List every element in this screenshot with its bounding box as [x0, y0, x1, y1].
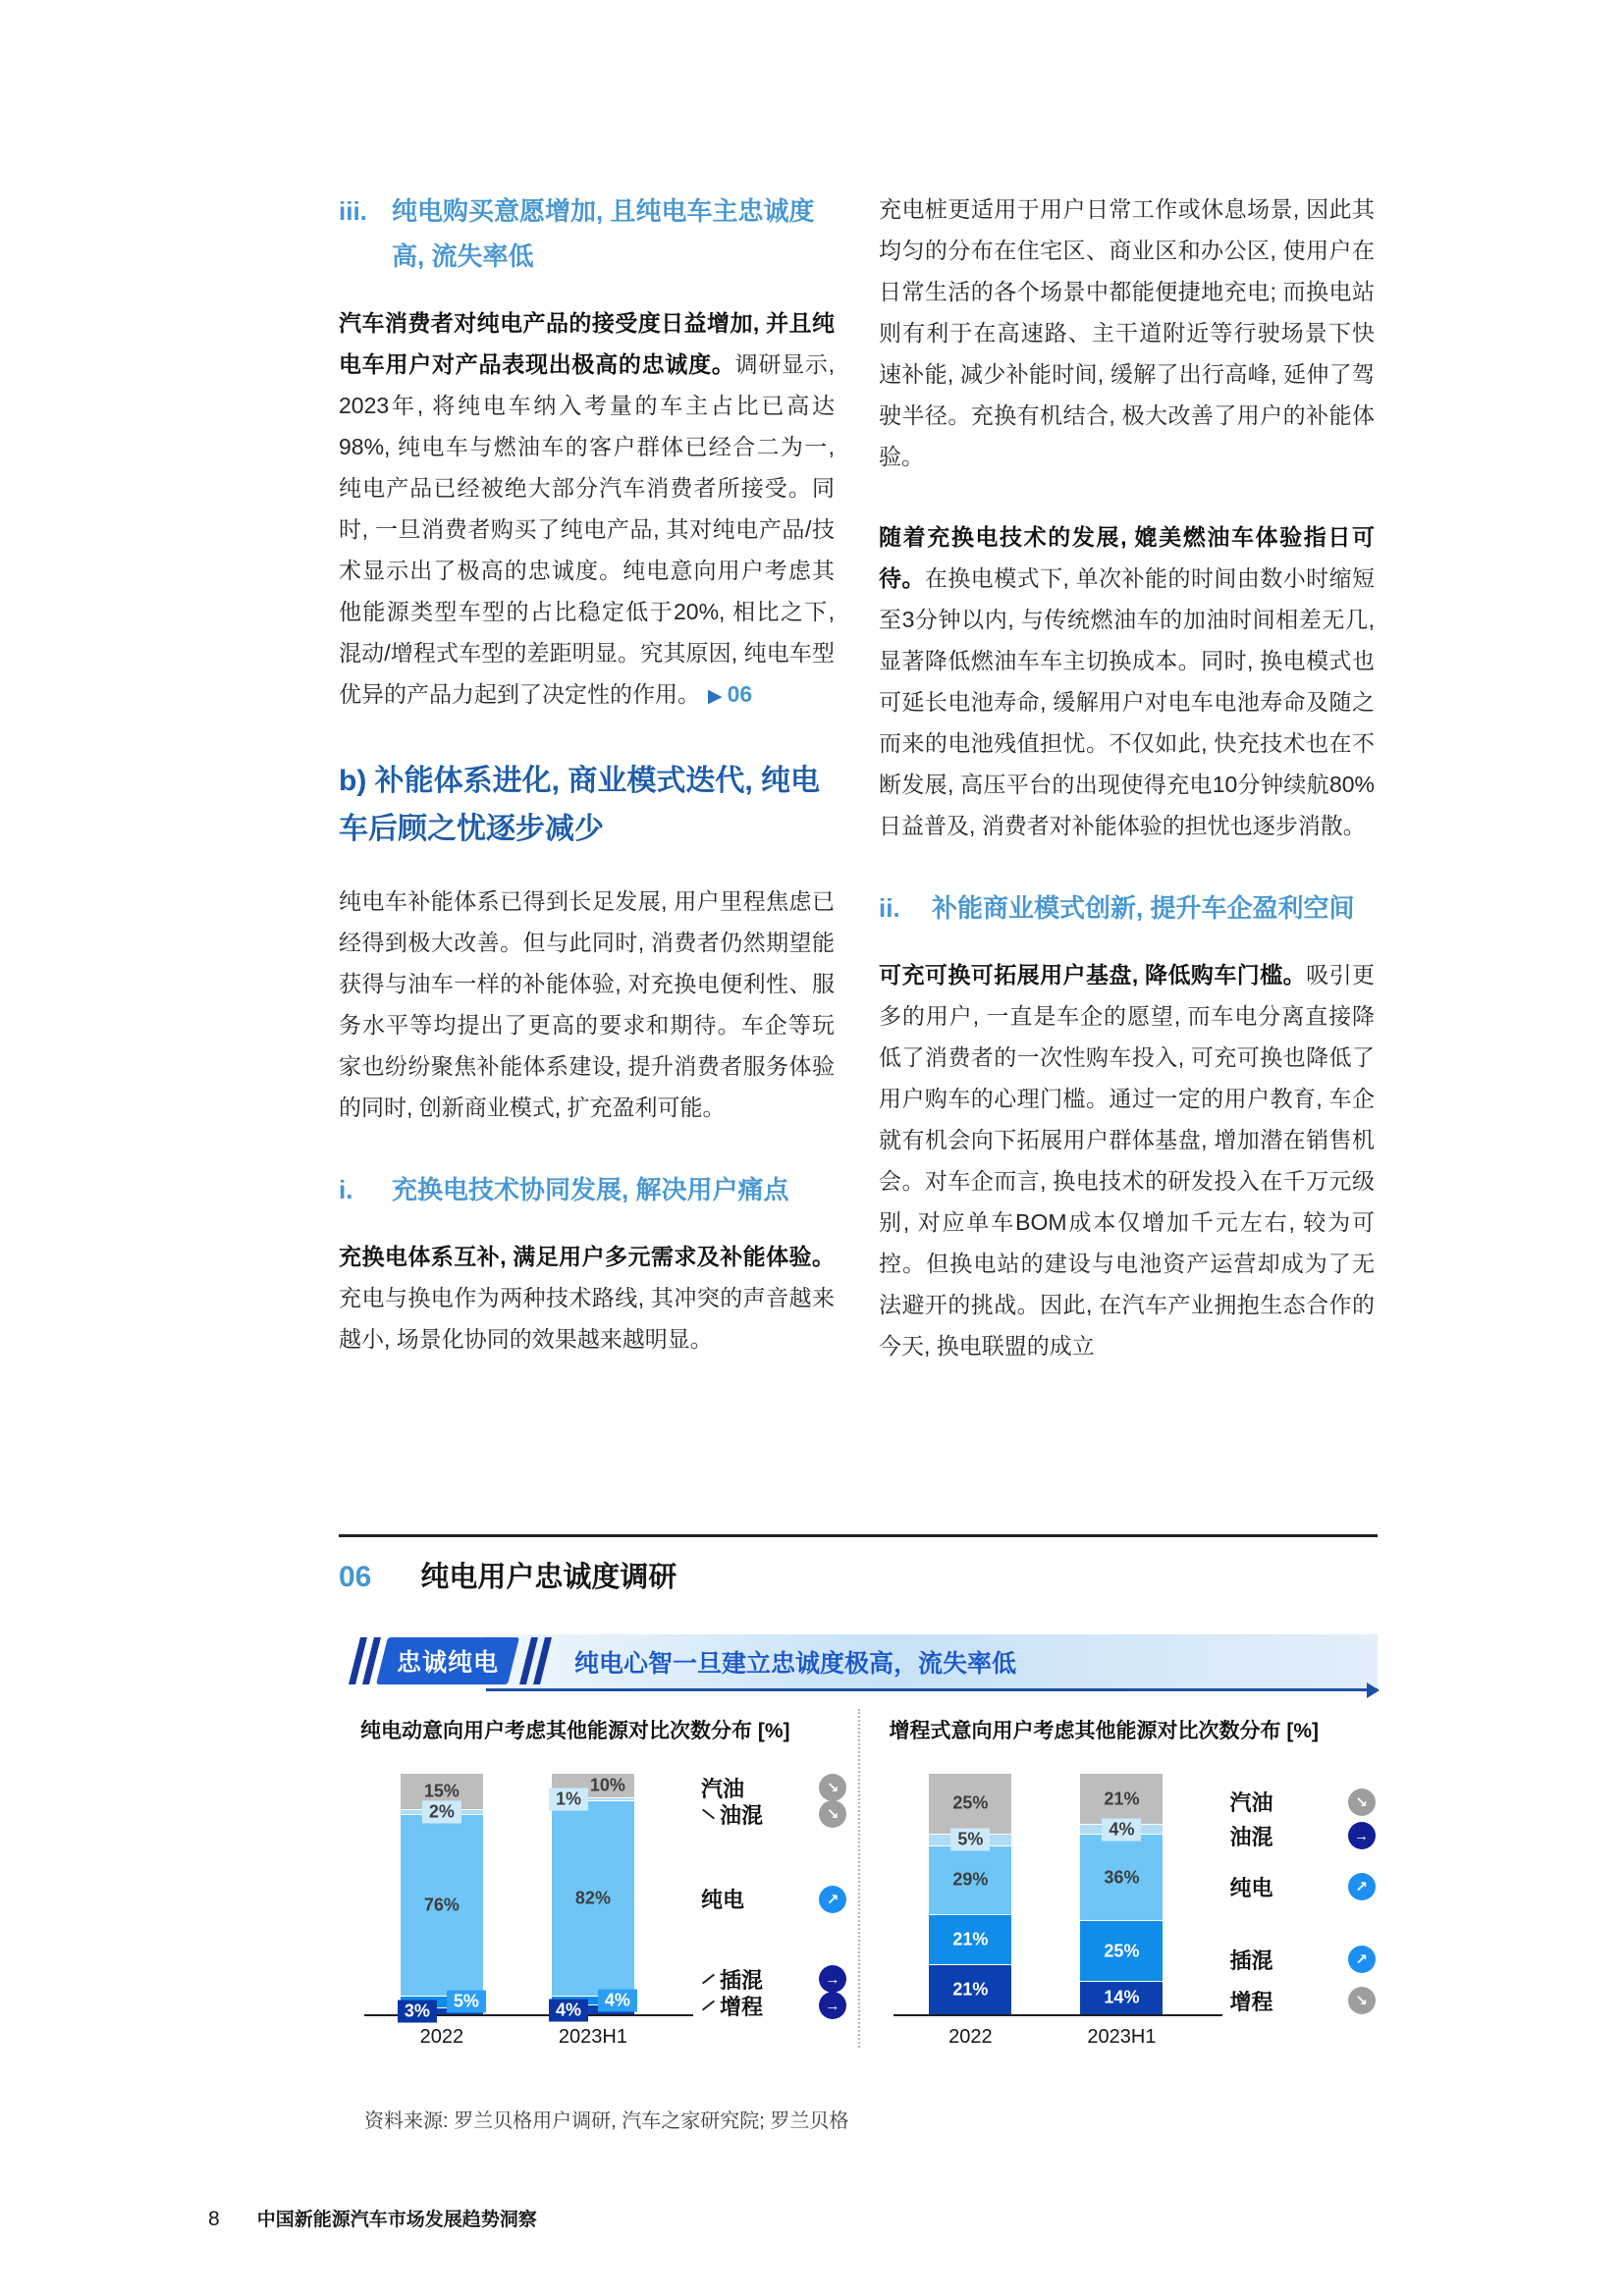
leader-line	[702, 2001, 715, 2011]
heading-ii-text: 补能商业模式创新, 提升车企盈利空间	[932, 893, 1355, 923]
heading-i	[339, 1167, 835, 1212]
legend-text: 插混	[1229, 1948, 1273, 1973]
figure-reference	[700, 681, 752, 707]
text-columns	[339, 188, 1375, 1406]
legend-item-纯电	[701, 1886, 846, 1913]
paragraph-5-rest: 在换电模式下, 单次补能的时间由数小时缩短至3分钟以内, 与传统燃油车的加油时间相差无几, 显著降低燃油车车主切换成本。同时, 换电模式也可延长电池寿命, 缓解用户对电车电池寿命及随之而来的电池残值担忧。不仅如此, 快充技术也在不断发展, 高压平台的出现使得充电10分钟续航80%日益普及, 消费者对补能体验的担忧也逐步消散。	[879, 565, 1376, 838]
right-column	[879, 188, 1375, 1406]
bar-2023H1	[552, 1774, 634, 2048]
segment-label: 1%	[549, 1788, 588, 1810]
figure-ref-number: 06	[727, 681, 753, 707]
legend-label	[701, 1884, 744, 1914]
segment-汽油	[929, 1774, 1011, 1834]
page-footer	[208, 2205, 537, 2231]
segment-label: 82%	[574, 1888, 611, 1908]
chart-body	[339, 1774, 849, 2048]
up-trend-icon: ↗	[819, 1886, 846, 1913]
segment-纯电	[401, 1814, 483, 1995]
segment-label: 25%	[952, 1792, 989, 1813]
banner-badge	[376, 1637, 519, 1684]
segment-汽油	[1080, 1774, 1163, 1824]
segment-插混	[929, 1914, 1011, 1964]
paragraph-6	[879, 954, 1375, 1366]
segment-label: 3%	[398, 2000, 437, 2022]
banner-arrow-line	[486, 1688, 1378, 1691]
heading-i-marker: i.	[339, 1175, 353, 1204]
segment-label: 14%	[1104, 1987, 1140, 2007]
legend-item-油混	[701, 1800, 846, 1828]
legend-text: 纯电	[1229, 1875, 1273, 1900]
legend-item-增程	[701, 1992, 846, 2019]
leader-line	[702, 1809, 715, 1820]
paragraph-2: 纯电车补能体系已得到长足发展, 用户里程焦虑已经得到极大改善。但与此同时, 消费者仍然期望能获得与油车一样的补能体验, 对充换电便利性、服务水平等均提出了更高的要求和期待。车企等玩家也纷纷聚焦补能体系建设, 提升消费者服务体验的同时, 创新商业模式, 扩充盈利可能。	[339, 888, 835, 1120]
x-axis-label: 2022	[419, 2026, 464, 2048]
legend-text: 油混	[1229, 1824, 1273, 1849]
figure-header	[339, 1555, 1378, 1595]
legend-text: 汽油	[701, 1776, 745, 1801]
heading-ii-marker: ii.	[879, 893, 900, 923]
x-axis-label: 2022	[948, 2026, 993, 2048]
legend-label	[701, 1799, 763, 1830]
down-trend-icon: ↘	[819, 1800, 846, 1828]
figure-ref-arrow-icon: ▶	[708, 686, 723, 707]
source-note: 资料来源: 罗兰贝格用户调研, 汽车之家研究院; 罗兰贝格	[364, 2110, 849, 2132]
heading-b: b) 补能体系进化, 商业模式迭代, 纯电车后顾之忧逐步减少	[339, 765, 820, 845]
chart-title: 增程式意向用户考虑其他能源对比次数分布 [%]	[889, 1720, 1319, 1742]
heading-iii-marker: iii.	[339, 196, 367, 226]
banner-text: 纯电心智一旦建立忠诚度极高，流失率低	[574, 1650, 1017, 1678]
paragraph-3-rest: 充电与换电作为两种技术路线, 其冲突的声音越来越小, 场景化协同的效果越来越明显。	[339, 1285, 835, 1352]
segment-油混	[1080, 1819, 1163, 1840]
flat-trend-icon: →	[819, 1965, 846, 1993]
segment-label: 5%	[950, 1829, 990, 1851]
stacked-bar-chart	[339, 1705, 849, 2048]
bar-2022	[401, 1774, 483, 2048]
legend-label	[1230, 1986, 1273, 2016]
chart-plot	[893, 1774, 1222, 2048]
down-trend-icon: ↘	[1348, 1987, 1376, 2014]
paragraph-5-lead: 随着充换电技术的发展, 媲美燃油车体验指日可待。	[879, 524, 1375, 591]
legend-label	[701, 1991, 763, 2021]
legend-label	[1230, 1821, 1273, 1851]
paragraph-5	[879, 516, 1375, 846]
paragraph-1	[339, 302, 835, 718]
left-column	[339, 188, 835, 1406]
legend-item-增程	[1230, 1987, 1376, 2014]
legend-text: 油混	[720, 1802, 764, 1828]
footer-title: 中国新能源汽车市场发展趋势洞察	[256, 2210, 537, 2230]
page-number: 8	[208, 2208, 220, 2230]
segment-label: 5%	[447, 1991, 486, 2013]
segment-label: 2%	[422, 1801, 461, 1824]
legend-item-纯电	[1230, 1873, 1376, 1900]
segment-纯电	[552, 1800, 634, 1996]
charts-row	[339, 1705, 1378, 2048]
down-trend-icon: ↘	[1348, 1789, 1376, 1816]
segment-label: 29%	[952, 1869, 989, 1890]
legend-item-油混	[1230, 1822, 1376, 1849]
paragraph-1-rest: 调研显示, 2023年, 将纯电车纳入考量的车主占比已高达98%, 纯电车与燃油车的客户群体已经合二为一, 纯电产品已经被绝大部分汽车消费者所接受。同时, 一旦消费者购买了纯电产品, 其对纯电产品/技术显示出了极高的忠诚度。纯电意向用户考虑其他能源类型车型的占比稳定低于20%, 相比之下, 混动/增程式车型的差距明显。究其原因, 纯电车型优异的产品力起到了决定性的作用。	[339, 351, 836, 707]
stacked-bar-chart	[868, 1705, 1379, 2048]
chart-divider	[858, 1709, 860, 2048]
paragraph-1-lead: 汽车消费者对纯电产品的接受度日益增加, 并且纯电车用户对产品表现出极高的忠诚度。	[339, 310, 835, 377]
segment-增程	[929, 1964, 1011, 2014]
heading-ii	[879, 885, 1375, 931]
legend-text: 纯电	[701, 1888, 745, 1913]
segment-label: 76%	[423, 1895, 460, 1915]
segment-label: 36%	[1104, 1867, 1140, 1888]
legend-item-汽油	[701, 1774, 846, 1801]
heading-i-text: 充换电技术协同发展, 解决用户痛点	[392, 1175, 789, 1204]
legend-label	[1230, 1872, 1273, 1902]
figure-number: 06	[339, 1561, 372, 1593]
up-trend-icon: ↗	[1348, 1873, 1376, 1900]
segment-label: 21%	[1104, 1789, 1140, 1809]
banner-badge-label: 忠诚纯电	[396, 1649, 499, 1677]
paragraph-3	[339, 1236, 835, 1360]
legend-text: 插混	[720, 1967, 764, 1993]
segment-label: 4%	[549, 1999, 588, 2021]
segment-插混	[1080, 1920, 1163, 1980]
segment-label: 15%	[423, 1781, 460, 1801]
figure-title: 纯电用户忠诚度调研	[420, 1562, 677, 1593]
flat-trend-icon: →	[819, 1992, 846, 2019]
paragraph-4: 充电桩更适用于用户日常工作或休息场景, 因此其均匀的分布在住宅区、商业区和办公区, 使用户在日常生活的各个场景中都能便捷地充电; 而换电站则有利于在高速路、主干道附近等行驶场景下快速补能, 减少补能时间, 缓解了出行高峰, 延伸了驾驶半径。充换有机结合, 极大改善了用户的补能体验。	[879, 196, 1375, 469]
legend-text: 汽油	[1229, 1790, 1273, 1816]
heading-iii	[339, 188, 835, 279]
legend-item-插混	[701, 1965, 846, 1993]
flat-trend-icon: →	[1348, 1822, 1376, 1849]
leader-line	[702, 1974, 715, 1985]
bar-2023H1	[1080, 1774, 1163, 2048]
segment-油混	[929, 1829, 1011, 1849]
x-axis-label: 2023H1	[558, 2026, 627, 2048]
legend-text: 增程	[720, 1994, 764, 2019]
paragraph-6-rest: 吸引更多的用户, 一直是车企的愿望, 而车电分离直接降低了消费者的一次性购车投入, 可充可换也降低了用户购车的心理门槛。通过一定的用户教育, 车企就有机会向下拓展用户群体基盘, 增加潜在销售机会。对车企而言, 换电技术的研发投入在千万元级别, 对应单车BOM成本仅增加千元左右, 较为可控。但换电站的建设与电池资产运营却成为了无法避开的挑战。因此, 在汽车产业拥抱生态合作的今天, 换电联盟的成立	[879, 962, 1376, 1359]
paragraph-6-lead: 可充可换可拓展用户基盘, 降低购车门槛。	[879, 962, 1307, 988]
figure-06	[339, 1534, 1378, 2133]
segment-label: 4%	[1102, 1818, 1141, 1841]
heading-iii-text: 纯电购买意愿增加, 且纯电车主忠诚度高, 流失率低	[392, 196, 815, 271]
segment-增程	[1080, 1981, 1163, 2014]
segment-label: 21%	[952, 1979, 989, 2000]
chart-title: 纯电动意向用户考虑其他能源对比次数分布 [%]	[360, 1720, 790, 1742]
chart-body	[868, 1774, 1379, 2048]
legend-label	[1230, 1945, 1273, 1975]
segment-label: 10%	[589, 1775, 625, 1795]
up-trend-icon: ↗	[1348, 1946, 1376, 1973]
segment-label: 4%	[598, 1989, 637, 2011]
legend-label	[1230, 1787, 1273, 1817]
paragraph-3-lead: 充换电体系互补, 满足用户多元需求及补能体验。	[339, 1244, 835, 1269]
figure-top-rule	[339, 1534, 1378, 1537]
segment-纯电	[1080, 1834, 1163, 1920]
x-axis-label: 2023H1	[1087, 2026, 1157, 2048]
legend-item-汽油	[1230, 1789, 1376, 1816]
segment-label: 21%	[952, 1929, 989, 1949]
figure-banner	[339, 1634, 1378, 1689]
chart-legend	[1230, 1774, 1376, 2016]
down-trend-icon: ↘	[819, 1774, 846, 1801]
bar-2022	[929, 1774, 1011, 2048]
segment-label: 25%	[1104, 1941, 1140, 1961]
legend-item-插混	[1230, 1946, 1376, 1973]
chart-plot	[364, 1774, 693, 2048]
segment-纯电	[929, 1845, 1011, 1914]
chart-legend	[701, 1774, 846, 2019]
legend-text: 增程	[1229, 1989, 1273, 2014]
